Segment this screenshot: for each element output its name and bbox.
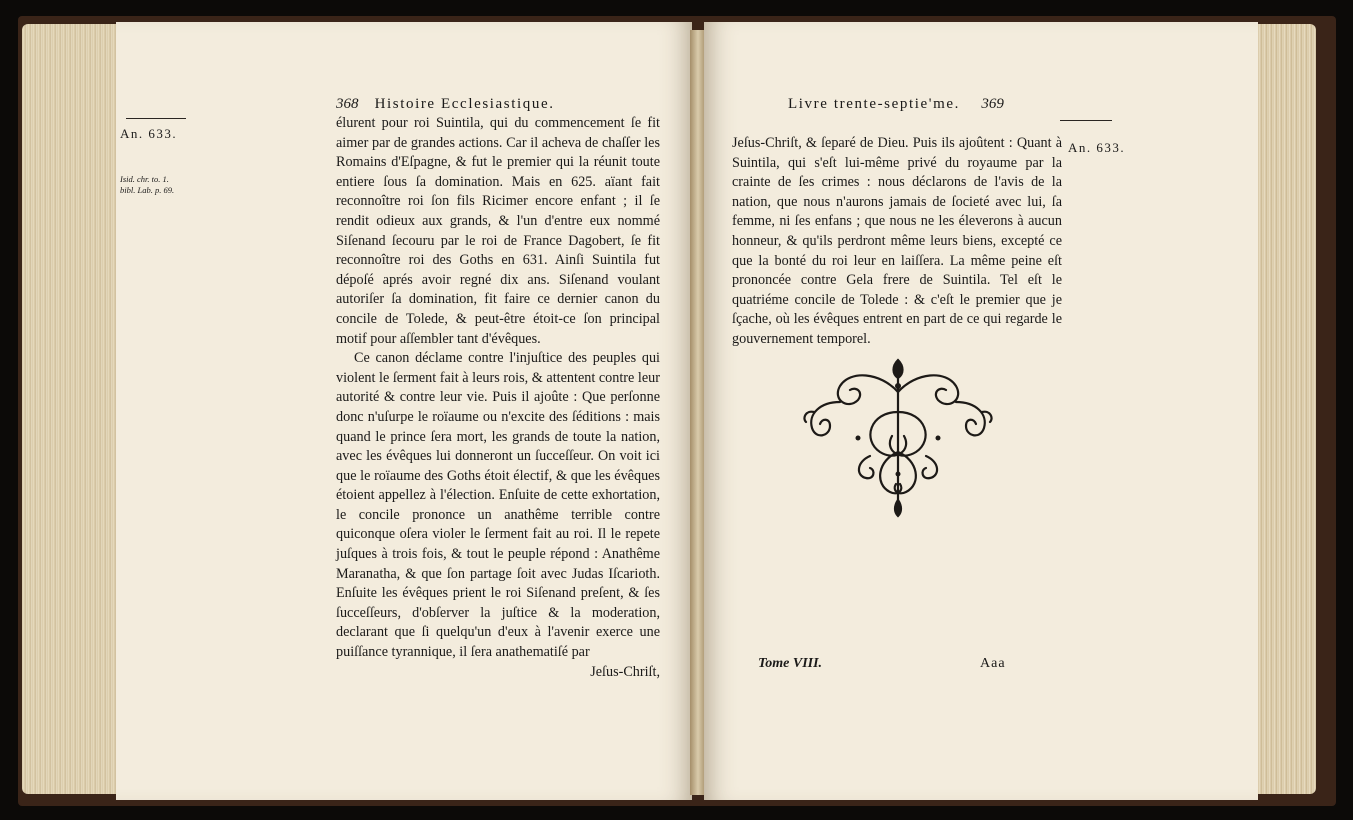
page-number-right: 369: [981, 96, 1004, 112]
body-text-left: [336, 114, 660, 682]
paragraph: élurent pour roi Suintila, qui du commencement ſe fit aimer par de grandes actions. Car il acheva de chaſſer les Romains d'Eſpagne, & fut le premier qui la réunit toute entiere ſous ſa domination. Mais en 625. aïant fait reconnoître roi ſon fils Ricimer encore enfant ; il ſe rendit odieux aux grands, & l'un d'entre eux nommé Siſenand ſecouru par le roi de France Dagobert, ſe fit reconnoître roi des Goths en 631. Ainſi Suintila fut dépoſé aprés avoir regné dix ans. Siſenand voulant autoriſer ſa domination, fit faire ce dernier canon du concile de Tolede, & peut-être étoit-ce ſon principal motif pour aſſembler tant d'évêques.: [336, 115, 660, 347]
running-head-title-left: Histoire Ecclesiastique.: [374, 96, 555, 112]
margin-note-line: bibl. Lab. p. 69.: [120, 185, 175, 195]
margin-year-left: An. 633.: [120, 126, 178, 141]
fleuron-ornament: [800, 352, 996, 518]
right-page: [704, 22, 1258, 800]
page-edges-right: [1258, 24, 1316, 794]
running-head-title-right: Livre trente-septie'me.: [788, 96, 960, 112]
page-edges-left: [22, 24, 118, 794]
margin-note-line: Isid. chr. to. 1.: [120, 174, 169, 184]
footer-signature: Aaa: [980, 656, 1006, 671]
margin-rule-right: [1060, 120, 1112, 121]
body-text-right: [732, 134, 1062, 350]
margin-year-right: An. 633.: [1068, 140, 1126, 155]
paragraph: Jeſus-Chriſt, & ſeparé de Dieu. Puis ils ajoûtent : Quant à Suintila, qui s'eſt lui-même privé du royaume par la crainte de ſes crimes : nous déclarons de l'avis de la nation, que nous n'aurons jamais de ſocieté avec lui, ſa femme, ni ſes enfans ; que nous ne les éleverons à aucun honneur, & qu'ils perdront même leurs biens, excepté ce que la bonté du roi leur en laiſſera. La même peine eſt prononcée contre Gela frere de Suintila. Tel eſt le quatriéme concile de Tolede : & c'eſt le premier que je ſçache, où les évêques entrent en part de ce qui regarde le gouvernement temporel.: [732, 135, 1062, 347]
running-head-right: [788, 96, 1004, 113]
margin-rule-left: [126, 118, 186, 119]
running-head-left: [336, 96, 555, 113]
page-number-left: 368: [336, 96, 359, 112]
footer-volume: Tome VIII.: [758, 656, 823, 671]
left-page: [116, 22, 692, 800]
catchword: Jeſus-Chriſt,: [590, 663, 660, 680]
margin-note: [120, 174, 174, 196]
paragraph: Ce canon déclame contre l'injuſtice des peuples qui violent le ſerment fait à leurs rois, & attentent contre leur autorité & contre leur vie. Puis il ajoûte : Que perſonne donc n'uſurpe le roïaume ou n'excite des ſéditions : mais quand le prince ſera mort, les grands de toute la nation, avec les évêques lui donneront un ſucceſſeur. On voit ici que le roïaume des Goths étoit électif, & que les évêques étoient appellez à l'élection. Enſuite de cette exhortation, le concile prononce un anathême terrible contre quiconque oſera violer le ſerment fait au roi. Il le repete juſques à trois fois, & tout le peuple répond : Anathême Maranatha, & que ſon partage ſoit avec Judas Iſcarioth. Enſuite les évêques prient le roi Siſenand preſent, & ſes ſucceſſeurs, d'obſerver la juſtice & la moderation, declarant que ſi quelqu'un d'eux à l'avenir exerce une puiſſance tyrannique, il ſera anathematiſé par: [336, 350, 660, 661]
